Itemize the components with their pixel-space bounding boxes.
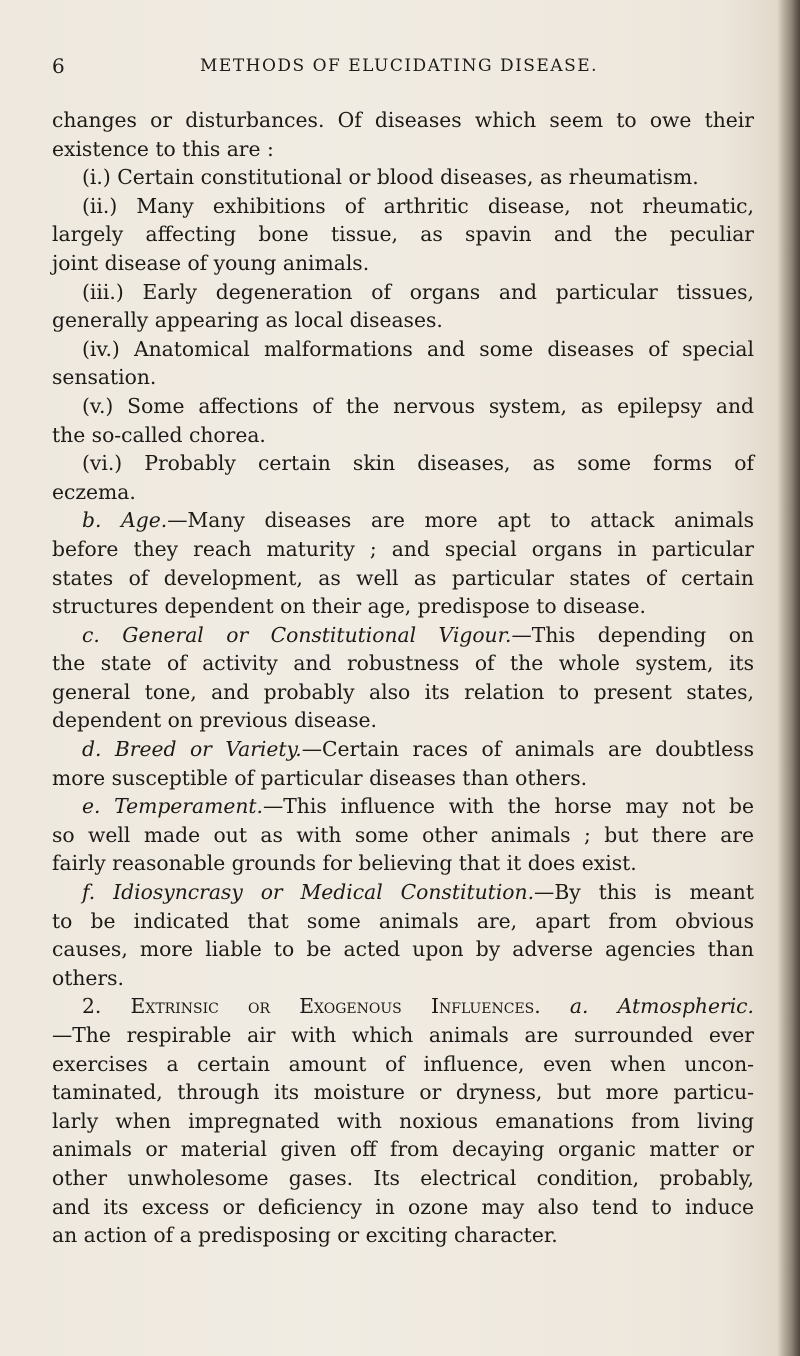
section-label: a. Atmospheric.: [569, 994, 754, 1019]
text-line: generally appearing as local diseases.: [52, 308, 443, 333]
text-line: more susceptible of particular diseases than others.: [52, 765, 588, 790]
text-line: taminated, through its moisture or dryness, but more particu-: [52, 1080, 754, 1105]
text-line: (ii.) Many exhibitions of arthritic disease, not rheumatic,: [82, 193, 754, 218]
text-line: [52, 621, 754, 650]
text-line: fairly reasonable grounds for believing that it does exist.: [52, 851, 637, 876]
text-run: —Certain races of animals are doubtless: [301, 737, 754, 762]
text-line: animals or material given off from decaying organic matter or: [52, 1137, 754, 1162]
text-line: causes, more liable to be acted upon by adverse agencies than: [52, 937, 754, 962]
text-run: —By this is meant: [534, 880, 754, 905]
text-line: largely affecting bone tissue, as spavin and the peculiar: [52, 222, 754, 247]
body-text: [52, 106, 754, 1250]
text-run: —Many diseases are more apt to attack animals: [167, 508, 754, 533]
section-heading: 2. Extrinsic or Exogenous Influences.: [82, 994, 541, 1019]
text-run: —This depending on: [511, 622, 754, 647]
text-line: (v.) Some affections of the nervous system, as epilepsy and: [82, 393, 754, 418]
text-line: existence to this are :: [52, 136, 274, 161]
page-edge-shadow: [778, 0, 800, 1356]
text-line: [52, 992, 754, 1021]
text-line: (i.) Certain constitutional or blood diseases, as rheumatism.: [82, 165, 699, 190]
text-line: [52, 792, 754, 821]
text-line: the so-called chorea.: [52, 422, 266, 447]
text-run: —This influence with the horse may not be: [263, 794, 755, 819]
text-line: —The respirable air with which animals are surrounded ever: [52, 1023, 754, 1047]
section-label: f. Idiosyncrasy or Medical Constitution.: [82, 880, 535, 905]
text-line: changes or disturbances. Of diseases which seem to owe their: [52, 108, 754, 132]
text-line: exercises a certain amount of influence, even when uncon-: [52, 1051, 754, 1076]
text-line: dependent on previous disease.: [52, 708, 377, 733]
section-label: e. Temperament.: [82, 794, 263, 819]
text-line: the state of activity and robustness of the whole system, its: [52, 651, 754, 676]
text-line: [52, 735, 754, 764]
text-line: eczema.: [52, 479, 136, 504]
running-head: METHODS OF ELUCIDATING DISEASE.: [200, 56, 599, 76]
text-line: so well made out as with some other animals ; but there are: [52, 822, 754, 847]
text-line: [52, 506, 754, 535]
text-line: joint disease of young animals.: [52, 250, 370, 275]
text-line: others.: [52, 965, 124, 990]
section-label: c. General or Constitutional Vigour.: [82, 622, 512, 647]
section-label: b. Age.: [82, 508, 168, 533]
text-line: before they reach maturity ; and special organs in particular: [52, 536, 754, 561]
text-line: to be indicated that some animals are, apart from obvious: [52, 908, 754, 933]
text-line: [52, 878, 754, 907]
text-line: (iv.) Anatomical malformations and some diseases of special: [82, 336, 754, 361]
text-line: and its excess or deficiency in ozone may also tend to induce: [52, 1194, 754, 1219]
text-line: (vi.) Probably certain skin diseases, as some forms of: [82, 451, 754, 476]
page-number: 6: [52, 54, 66, 78]
text-line: larly when impregnated with noxious emanations from living: [52, 1108, 754, 1133]
text-line: other unwholesome gases. Its electrical condition, probably,: [52, 1165, 754, 1190]
text-line: (iii.) Early degeneration of organs and particular tissues,: [82, 279, 754, 304]
section-label: d. Breed or Variety.: [82, 737, 302, 762]
page-header: [52, 54, 752, 84]
text-line: structures dependent on their age, predispose to disease.: [52, 594, 646, 619]
text-line: general tone, and probably also its relation to present states,: [52, 679, 754, 704]
text-line: sensation.: [52, 365, 157, 390]
text-line: an action of a predisposing or exciting character.: [52, 1223, 558, 1248]
text-line: states of development, as well as particular states of certain: [52, 565, 754, 590]
